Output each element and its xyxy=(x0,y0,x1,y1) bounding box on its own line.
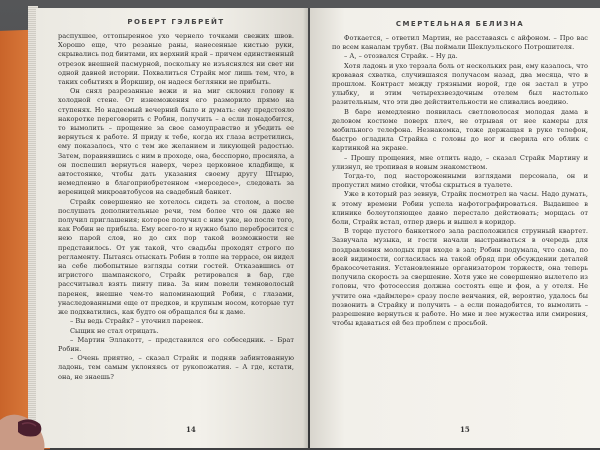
paragraph: Страйк совершенно не хотелось сидеть за столом, а после послушать дополнительные речи, тем более что он даже не получил приглашения; которое получил с ним уже, но после того, как Робин не прибыла. Ему всего-то и нужно было перебросится с нею парой слов, но до сих пор такой возможности не представилось. От уж такой, что свадьбы проходят строго по регламенту. Пытаясь отыскать Робин в толпе на террасе, он видел на себе любопытные взгляды сотни гостей. Отказавшись от игристого шампанского, Страйк ретировался в бар, где рассчитывал взять пинту пива. За ним повели темноволосый паренек, внешне чем-то напоминающий Робин, с глазами, унаследованными еще от предков, и крупным носом, которые тут же подхватились, как будто он обращался бы к даме. xyxy=(58,197,294,317)
paragraph: Уже в который раз зевнув, Страйк посмотрел на часы. Надо думать, к этому времени Робин успела нафотографироваться. Выдавшее в клинике болеутоляющее давно перестало действовать; морщась от боли, Страйк встал, отпер дверь и вышел в коридор. xyxy=(332,190,588,227)
paragraph: В баре немедленно появилась светловолосая молодая дама в деловом костюме поверх плеч, не отрывая от нее камеры для мобильного телефона. Незнакомка, тоже держащая в руке телефон, быстро огладила Страйка с головы до ног и сверила его облик с картинкой на экране. xyxy=(332,107,588,153)
hand-thumb-image xyxy=(0,402,70,450)
right-page-body xyxy=(332,34,588,329)
right-running-head: СМЕРТЕЛЬНАЯ БЕЛИЗНА xyxy=(395,20,525,28)
left-page-body xyxy=(58,32,294,382)
paragraph: – Очень приятно, – сказал Страйк и подняв забинтованную ладонь, тем самым уклоняясь от рукопожатия. – А где, кстати, она, не знаешь? xyxy=(58,354,294,381)
paragraph: Сыщик не стал отрицать. xyxy=(70,326,159,335)
paragraph: – Вы ведь Страйк? – уточнил паренек. xyxy=(70,317,204,326)
left-running-head: РОБЕРТ ГЭЛБРЕЙТ xyxy=(127,18,225,26)
left-page xyxy=(36,8,308,448)
right-page-number: 15 xyxy=(460,425,470,434)
paragraph: Фоткается, – ответил Мартин, не расставаясь с айфоном. – Про вас по всем каналам трубят. (Вы поймали Шеклуэльского Потрошителя. xyxy=(332,34,588,52)
paragraph: – А, – отозвался Страйк. – Ну да. xyxy=(344,52,458,61)
open-book xyxy=(18,0,600,450)
paragraph: В торце пустого банкетного зала расположился струнный квартет. Зазвучала музыка, и гости начали выстраиваться в очередь для поздравления молодых при входе в зал; Робин подумала, что сама, по всей видимости, согласилась на такой обряд при обсуждении деталей бракосочетания. Установленные организатором торжеств, она теперь получила скорость за свершение. Хотя уже не совершенно вылетело из головы, что фотосессия должна состоять еще и фон, а у отеля. Не учтите она «даймлере» сразу после венчания, ей, вероятно, удалось бы позвонить в Страйку и получить – а если понадобится, то вымолить – разрешение вернуться к работе. Но мне и лее мужества или смирения, чтобы вдаваться ей без проблем с просьбой. xyxy=(332,227,588,328)
paragraph: – Прошу прощения, мне отлить надо, – сказал Страйк Мартину и улизнул, не тропивая в новым знакомством. xyxy=(332,153,588,171)
paragraph: распухшее, оттопыренное ухо чернело точками свежих швов. Хорошо еще, что резаные раны, нанесенные кистью руки, скрывались под бинтами, их верхний край – причем единственный отрезок внешней пасмурной, поскольку не изъяснялся ни свет ни одной давней истории. Похвалиться Страйк мог лишь тем, что, в таких событиях в Йоркшир, он надеся беглянки не прибыть. xyxy=(58,32,294,87)
paragraph: Тогда-то, под настороженными взглядами персонала, он и пропустил мимо стойки, чтобы скрыться в туалете. xyxy=(332,172,588,190)
paragraph: Хотя ладонь и ухо терзала боль от нескольких ран, ему казалось, что кровавая схватка, случившаяся получасом назад, два месяца, что в прошлом. Контраст между грязными норой, где он застал в утро улыбку, и этим четырехзвездочным отелем был настолько разительным, что эти две действительности не сливались воедино. xyxy=(332,61,588,107)
right-page xyxy=(310,8,600,448)
paragraph: Он снял разрезанные вежи и на миг склонил голову к холодной стене. От изнеможения его разморило прямо на ступенях. Но надеемый вечерний было и думать: ему предстояло накоротке переговорить с Робин, получить – а если понадобится, то вымолить – прощение за свое самоуправство и убедить ее вернуться к работе. Я приду к тебе, когда их глаза встретились, ему показалось, что с тем же желанием и ликующей радостью. Затем, поравнявшись с ним в проходе, она, бесспорно, просияла, а он поспешил вернуться наверх, через церковное кладбище, к автостоянке, чтобы дать указания своему другу Штырю, немедленно в благоприобретенном «мерседесе», следовать за вереницей микроавтобусов на свадебный банкет. xyxy=(58,87,294,197)
paragraph: – Мартин Эллакотт, – представился его собеседник. – Брат Робин. xyxy=(58,335,294,353)
left-page-number: 14 xyxy=(186,425,196,434)
